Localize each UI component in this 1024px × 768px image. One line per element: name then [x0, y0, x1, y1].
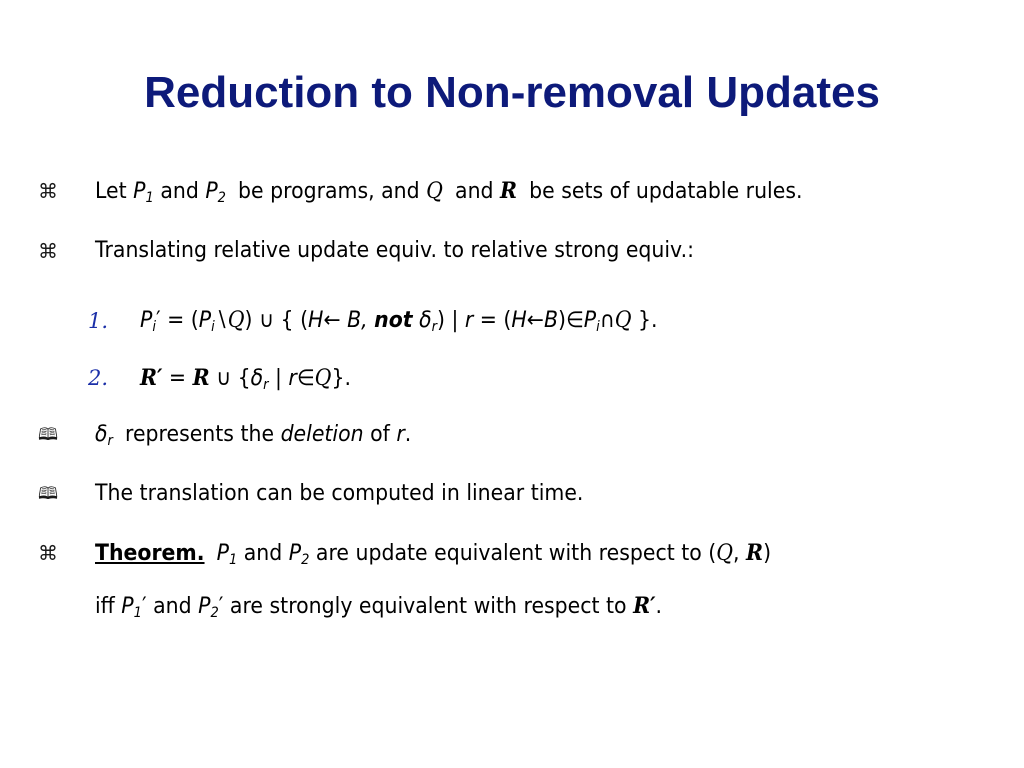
text-updatable-rules: be sets of updatable rules.	[529, 179, 803, 204]
var-r: r	[288, 366, 297, 391]
text-of: of	[370, 422, 390, 447]
period: .	[404, 422, 412, 447]
formula-rule-translation	[140, 363, 351, 394]
var-r: r	[464, 308, 474, 333]
such-that: ) |	[436, 308, 465, 333]
equals-open: = (	[479, 308, 512, 333]
command-bullet-icon: ⌘	[38, 541, 58, 565]
list-number-1: 1.	[88, 309, 109, 333]
text-update-equivalent: are update equivalent with respect to (	[315, 541, 717, 566]
var-p: P	[121, 594, 134, 619]
set-r: R	[500, 178, 518, 204]
sub-i: i	[152, 319, 156, 335]
var-p: P	[216, 541, 229, 566]
theorem-line-1	[95, 538, 771, 569]
element-of: ∈	[296, 366, 315, 391]
union: ∪	[216, 366, 232, 391]
intersection: ∩	[599, 308, 615, 333]
var-p: P	[133, 179, 146, 204]
formula-program-translation	[140, 306, 658, 336]
equals: =	[168, 366, 187, 391]
set-r: R	[746, 540, 764, 566]
text-represents: represents the	[124, 422, 275, 447]
set-r-prime: R′	[140, 365, 163, 391]
close-brace: }.	[631, 308, 658, 333]
such-that: |	[275, 366, 282, 391]
var-b: B	[543, 308, 558, 333]
var-p: P	[288, 541, 302, 566]
list-number-2: 2.	[88, 366, 109, 390]
var-p: P	[140, 308, 153, 333]
text-let: Let	[95, 179, 127, 204]
open-brace: { (	[280, 308, 309, 333]
bullet-translating: Translating relative update equiv. to relative strong equiv.:	[95, 238, 694, 263]
delta: δ	[419, 308, 432, 333]
set-r: R	[192, 365, 210, 391]
command-bullet-icon: ⌘	[38, 179, 58, 203]
bullet-delta-deletion	[95, 420, 411, 450]
sub-1: 1	[228, 552, 238, 568]
sub-2: 2	[210, 605, 219, 621]
bullet-linear-time: The translation can be computed in linear time.	[95, 481, 584, 506]
close-paren: )	[244, 308, 253, 333]
sub-2: 2	[217, 190, 226, 206]
close-paren: )	[763, 541, 772, 566]
set-q: Q	[614, 308, 632, 333]
book-bullet-icon: 🕮	[38, 484, 59, 504]
set-q: Q	[716, 541, 734, 566]
text-be-programs: be programs, and	[238, 179, 420, 204]
prime: ′	[155, 308, 161, 333]
text-and: and	[153, 594, 192, 619]
set-r-prime: R′	[633, 593, 656, 619]
var-h: H	[511, 308, 527, 333]
text-iff: iff	[95, 594, 115, 619]
element-of: )∈	[557, 308, 584, 333]
set-q: Q	[314, 366, 332, 391]
var-h: H	[308, 308, 324, 333]
arrow: ←	[323, 308, 341, 333]
set-q: Q	[426, 179, 443, 204]
var-r: r	[396, 422, 405, 447]
var-p: P	[205, 179, 218, 204]
keyword-not: not	[374, 308, 413, 333]
text-and: and	[160, 179, 199, 204]
comma: ,	[733, 541, 740, 566]
sub-1: 1	[133, 605, 142, 621]
book-bullet-icon: 🕮	[38, 425, 59, 445]
theorem-line-2	[95, 591, 662, 622]
open-brace: {	[237, 366, 251, 391]
text-and: and	[455, 179, 494, 204]
var-p: P	[198, 594, 211, 619]
command-bullet-icon: ⌘	[38, 239, 58, 263]
close-brace: }.	[331, 366, 351, 391]
prime: ′	[141, 594, 147, 619]
setminus: ∖	[214, 308, 228, 333]
var-b: B,	[347, 308, 368, 333]
sub-2: 2	[301, 552, 310, 568]
sub-i: i	[596, 319, 600, 335]
union: ∪	[259, 308, 275, 333]
sub-r: r	[107, 433, 113, 449]
arrow: ←	[526, 308, 544, 333]
text-strongly-equivalent: are strongly equivalent with respect to	[229, 594, 627, 619]
period: .	[655, 594, 663, 619]
prime: ′	[218, 594, 224, 619]
sub-1: 1	[145, 190, 154, 206]
delta: δ	[250, 366, 264, 391]
sub-r: r	[263, 377, 269, 393]
delta: δ	[95, 422, 108, 447]
text-and: and	[243, 541, 283, 566]
equals-open: = (	[167, 308, 199, 333]
set-q: Q	[227, 308, 245, 333]
slide-title: Reduction to Non-removal Updates	[144, 68, 880, 117]
sub-r: r	[431, 319, 437, 335]
text-deletion: deletion	[280, 422, 364, 447]
sub-i: i	[211, 319, 215, 335]
var-p: P	[583, 308, 597, 333]
var-p: P	[198, 308, 212, 333]
bullet-programs	[95, 176, 802, 207]
theorem-label: Theorem.	[95, 541, 205, 566]
